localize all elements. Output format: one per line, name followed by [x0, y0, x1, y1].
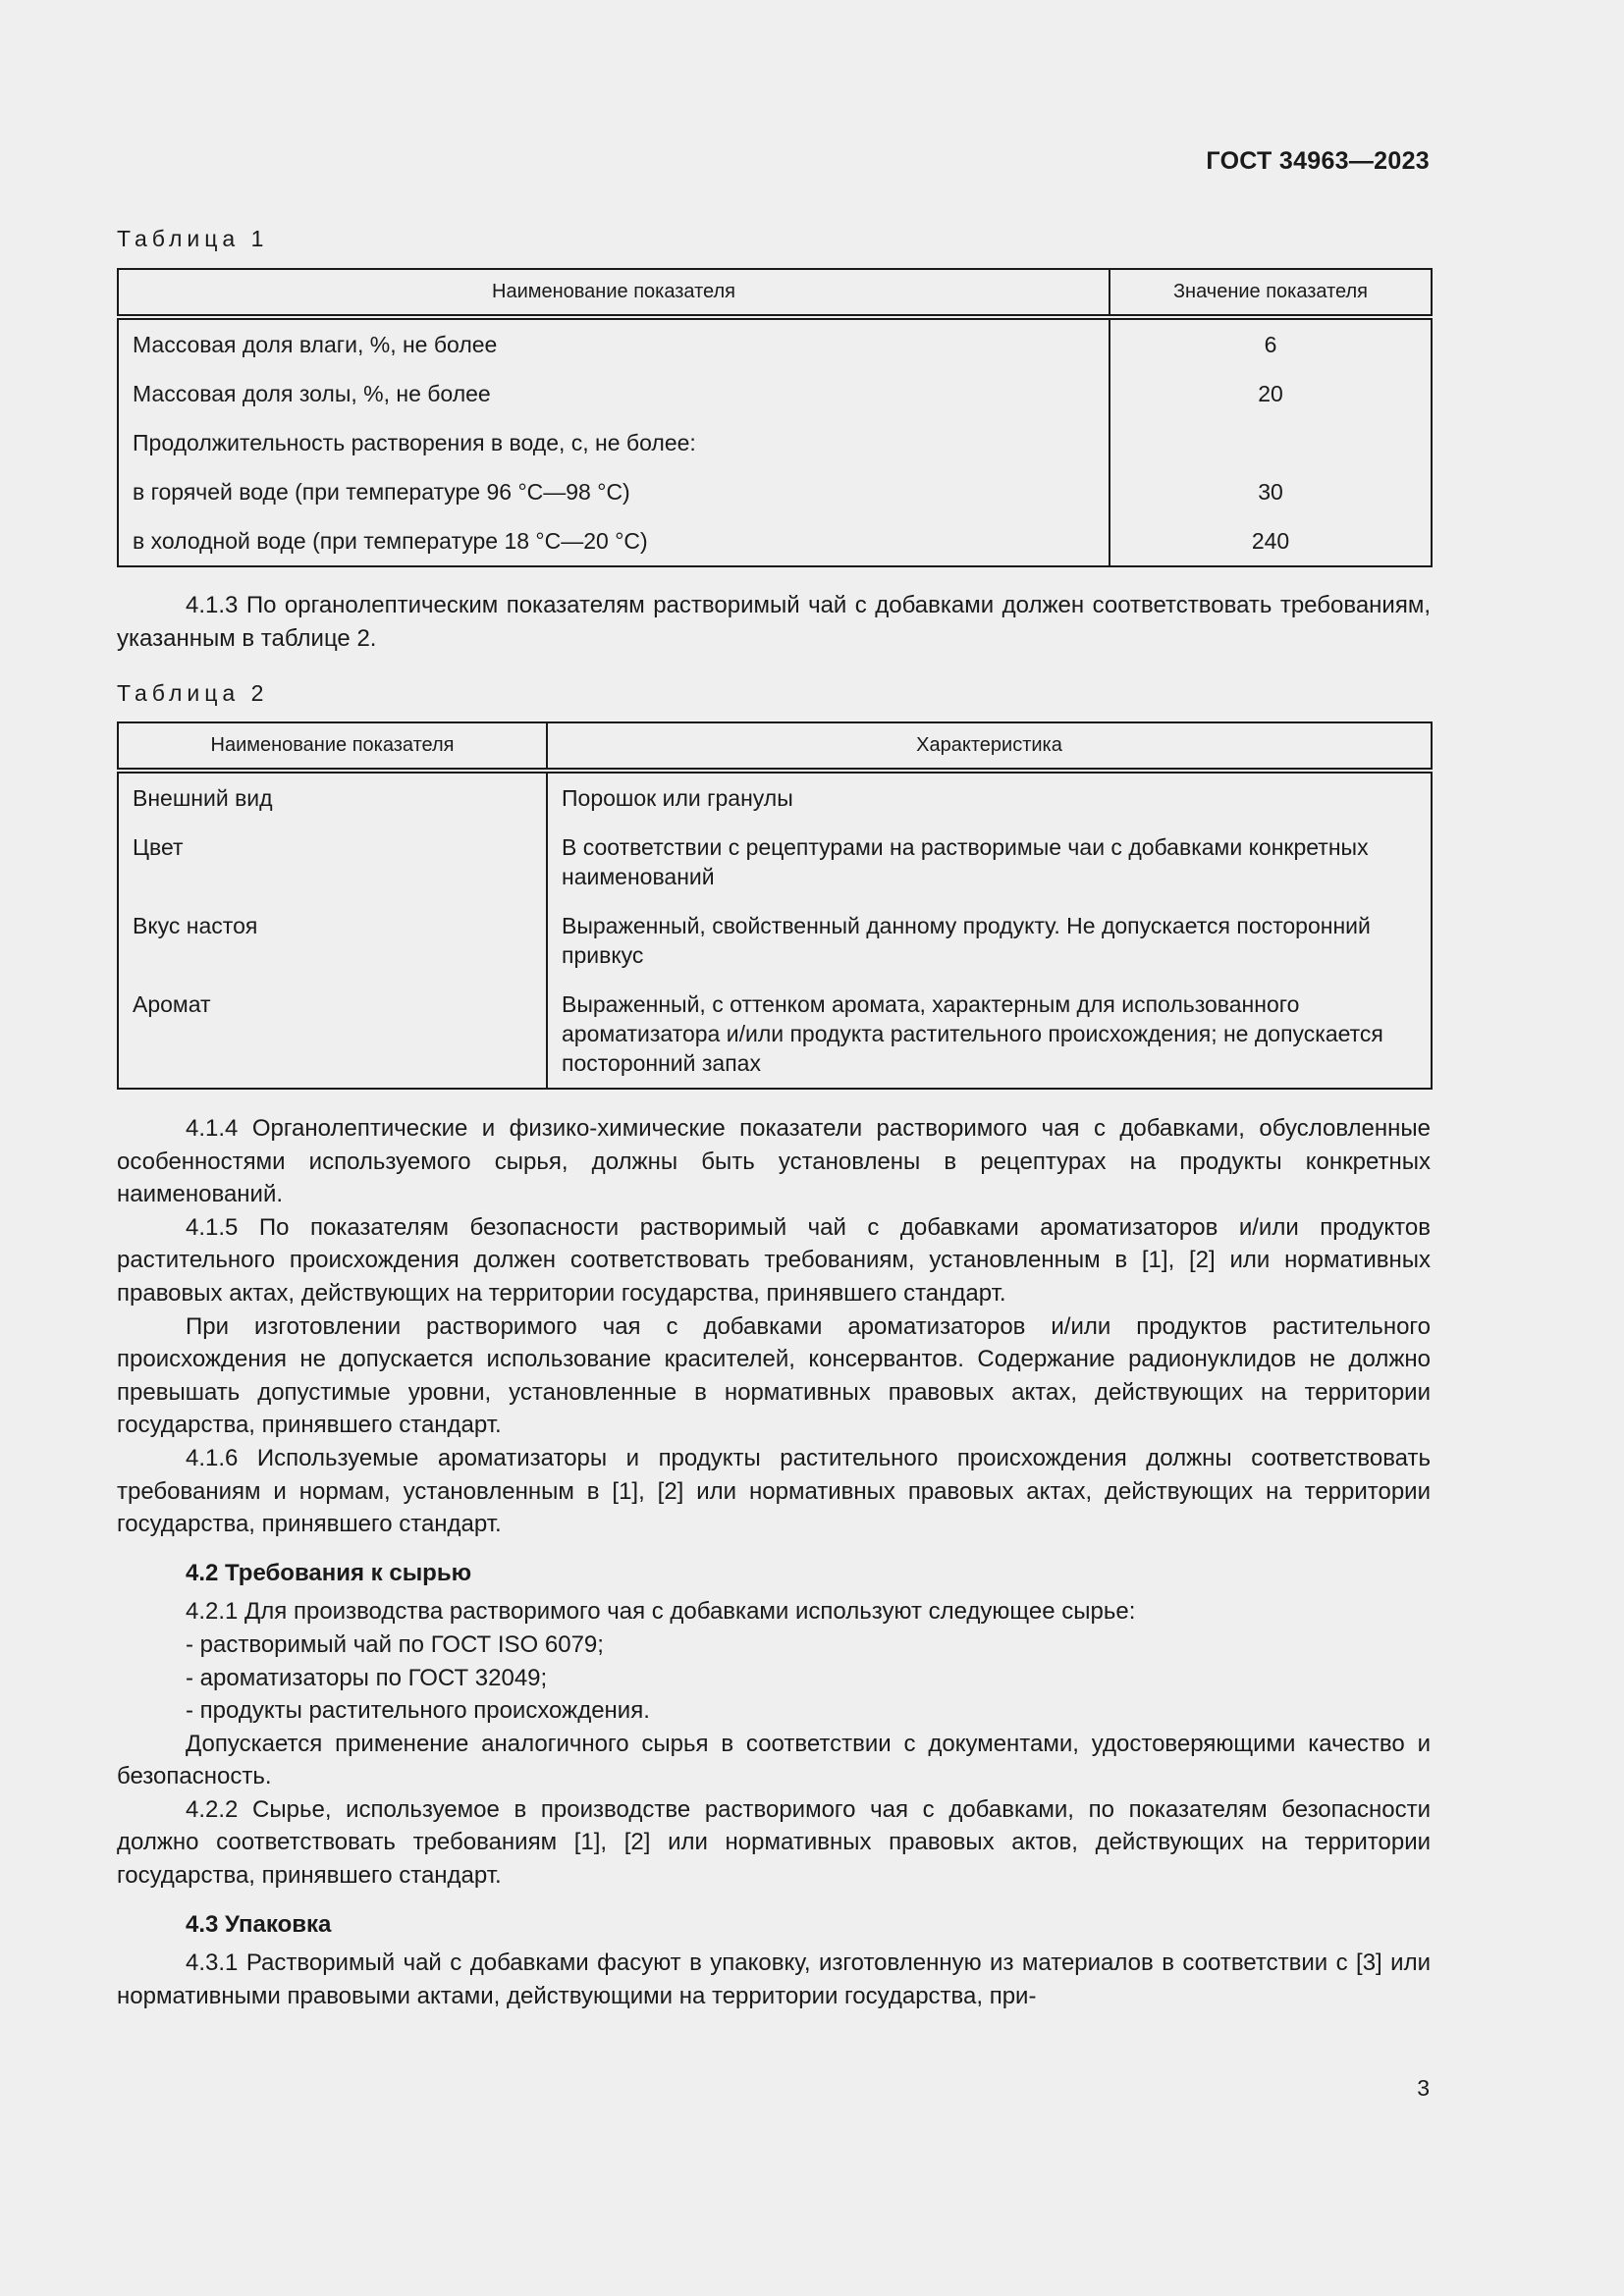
table-cell: Продолжительность растворения в воде, с, не более:	[118, 418, 1110, 467]
table-header-cell: Наименование показателя	[118, 722, 547, 771]
table-2-label: Таблица 2	[117, 680, 269, 706]
table-1-label: Таблица 1	[117, 226, 269, 251]
list-item: - продукты растительного происхождения.	[186, 1697, 650, 1725]
table-row	[118, 467, 1432, 516]
paragraph-4-3-1: 4.3.1 Растворимый чай с добавками фасуют в упаковку, изготовленную из материалов в соответствии с [3] или нормативными правовыми актами, действующими на территории государства, при-	[117, 1949, 1431, 2009]
table-cell: 20	[1258, 381, 1283, 406]
table-cell: Вкус настоя	[118, 901, 547, 980]
paragraph-4-1-4: 4.1.4 Органолептические и физико-химические показатели растворимого чая с добавками, обусловленные особенностями используемого сырья, должны быть установлены в рецептурах на продукты конкретных наименований.	[117, 1115, 1431, 1208]
page-number: 3	[1417, 2075, 1430, 2101]
table-row	[118, 901, 1432, 980]
table-2	[117, 721, 1433, 1090]
body-section	[117, 1112, 1431, 2012]
paragraph-4-2-1: 4.2.1 Для производства растворимого чая с добавками используют следующее сырье:	[186, 1598, 1136, 1626]
paragraph-4-2-1-b: Допускается применение аналогичного сырья в соответствии с документами, удостоверяющими качество и безопасность.	[117, 1730, 1431, 1790]
table-cell: Выраженный, с оттенком аромата, характерным для использованного ароматизатора и/или продукта растительного происхождения; не допускается посторонний запах	[562, 991, 1383, 1076]
table-cell: Порошок или гранулы	[562, 785, 793, 811]
table-row	[118, 317, 1432, 369]
table-header-row	[118, 269, 1432, 317]
table-row	[118, 418, 1432, 467]
paragraph-text: 4.1.3 По органолептическим показателям растворимый чай с добавками должен соответствовать требованиям, указанным в таблице 2.	[117, 592, 1431, 652]
list-item: - ароматизаторы по ГОСТ 32049;	[186, 1664, 548, 1691]
section-heading-4-3: 4.3 Упаковка	[186, 1910, 332, 1938]
table-cell	[1110, 418, 1432, 467]
table-header-cell: Значение показателя	[1110, 269, 1432, 317]
table-cell: Массовая доля золы, %, не более	[118, 369, 1110, 418]
list-item: - растворимый чай по ГОСТ ISO 6079;	[186, 1630, 604, 1658]
table-cell: 30	[1258, 479, 1283, 505]
table-row	[118, 771, 1432, 823]
table-cell: Аромат	[118, 980, 547, 1089]
table-row	[118, 369, 1432, 418]
table-1	[117, 268, 1433, 567]
table-header-row	[118, 722, 1432, 771]
document-code: ГОСТ 34963—2023	[1206, 147, 1430, 175]
table-cell: Цвет	[118, 823, 547, 901]
paragraph-4-1-6: 4.1.6 Используемые ароматизаторы и продукты растительного происхождения должны соответствовать требованиям и нормам, установленным в [1], [2] или нормативных правовых актах, действующих на территории государства, принявшего стандарт.	[117, 1444, 1431, 1538]
table-cell: 240	[1251, 528, 1290, 554]
paragraph-4-1-3	[117, 589, 1431, 655]
section-heading-4-2: 4.2 Требования к сырью	[186, 1559, 472, 1586]
table-row	[118, 980, 1432, 1089]
paragraph-4-2-2: 4.2.2 Сырье, используемое в производстве растворимого чая с добавками, по показателям безопасности должно соответствовать требованиям [1], [2] или нормативных правовых актов, действующих на территории государства, принявшего стандарт.	[117, 1795, 1431, 1890]
table-cell: В соответствии с рецептурами на растворимые чаи с добавками конкретных наименований	[562, 834, 1369, 889]
paragraph-4-1-5: 4.1.5 По показателям безопасности растворимый чай с добавками ароматизаторов и/или продуктов растительного происхождения должен соответствовать требованиям, установленным в [1], [2] или нормативных правовых актах, действующих на территории государства, принявшего стандарт.	[117, 1213, 1431, 1307]
table-cell: Выраженный, свойственный данному продукту. Не допускается посторонний привкус	[562, 913, 1371, 968]
paragraph-4-1-5-b: При изготовлении растворимого чая с добавками ароматизаторов и/или продуктов растительного происхождения не допускается использование красителей, консервантов. Содержание радионуклидов не должно превышать допустимые уровни, установленные в нормативных правовых актах, действующих на территории государства, принявшего стандарт.	[117, 1312, 1431, 1439]
table-cell: в холодной воде (при температуре 18 °С—20 °С)	[118, 516, 1110, 566]
table-row	[118, 823, 1432, 901]
table-cell: Внешний вид	[118, 771, 547, 823]
table-row	[118, 516, 1432, 566]
table-header-cell: Наименование показателя	[118, 269, 1110, 317]
table-cell: Массовая доля влаги, %, не более	[118, 317, 1110, 369]
table-header-cell: Характеристика	[547, 722, 1432, 771]
table-cell: 6	[1264, 332, 1277, 357]
table-cell: в горячей воде (при температуре 96 °С—98 °С)	[118, 467, 1110, 516]
